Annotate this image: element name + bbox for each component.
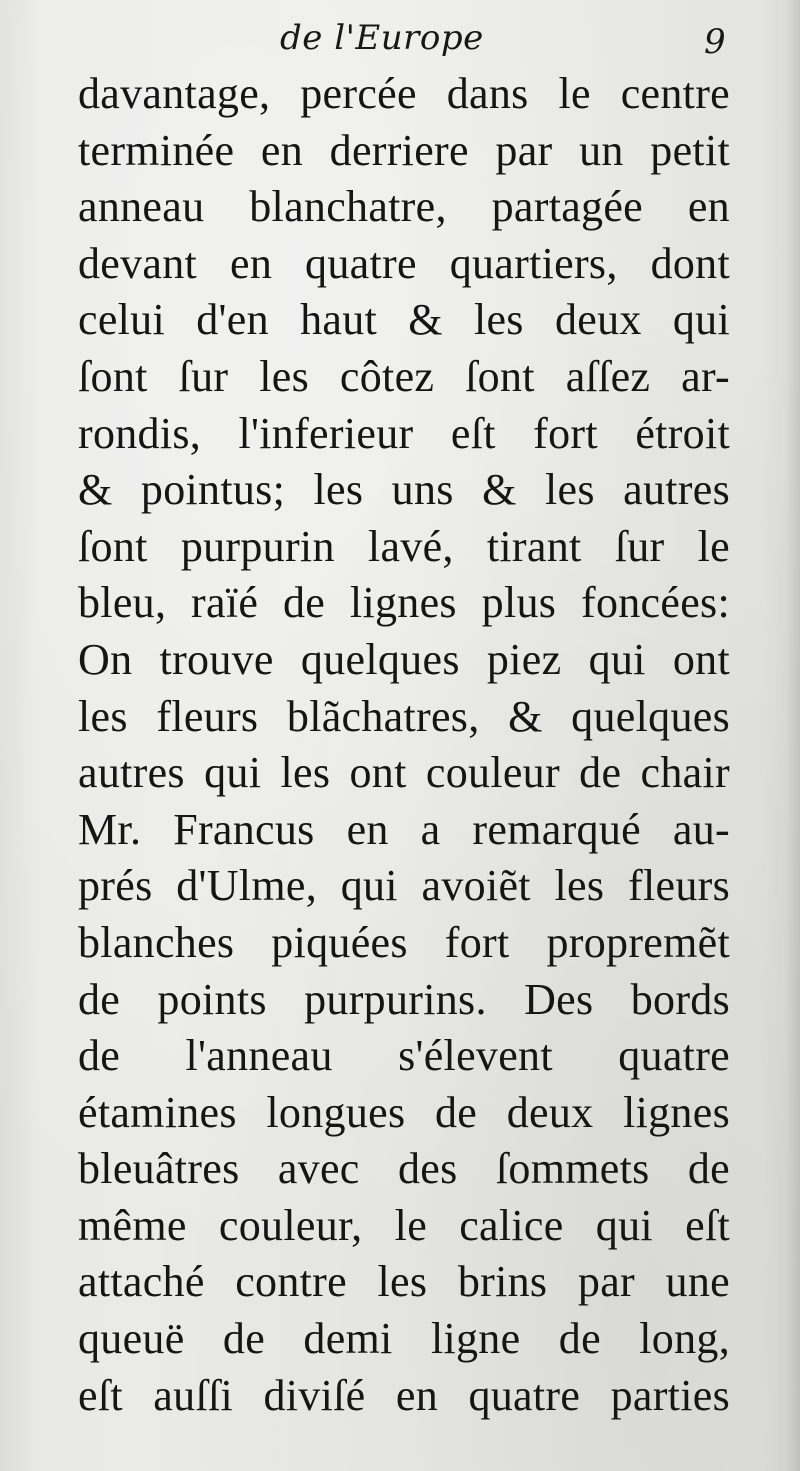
- text-line: ſont ſur les côtez ſont aſſez ar-: [78, 351, 730, 401]
- text-line: blanches piquées fort propremẽt: [78, 917, 730, 967]
- text-line: même couleur, le calice qui eſt: [78, 1200, 730, 1250]
- text-line: prés d'Ulme, qui avoiẽt les fleurs: [78, 861, 730, 911]
- body-text: [78, 66, 730, 1424]
- page-number: 9: [704, 22, 726, 62]
- text-line: terminée en derriere par un petit: [78, 125, 730, 175]
- running-head: [0, 14, 800, 64]
- text-line: attaché contre les brins par une: [78, 1257, 730, 1307]
- text-line: bleu, raïé de lignes plus foncées:: [78, 578, 730, 628]
- text-line: On trouve quelques piez qui ont: [78, 634, 730, 684]
- page-edge-shadow: [786, 0, 800, 1471]
- text-line: de points purpurins. Des bords: [78, 974, 730, 1024]
- text-line: queuë de demi ligne de long,: [78, 1314, 730, 1364]
- text-line: les fleurs blãchatres, & quelques: [78, 691, 730, 741]
- text-line: celui d'en haut & les deux qui: [78, 295, 730, 345]
- text-line: étamines longues de deux lignes: [78, 1087, 730, 1137]
- text-line: davantage, percée dans le centre: [78, 69, 730, 118]
- running-title: de l'Europe: [280, 18, 484, 58]
- text-line: autres qui les ont couleur de chair: [78, 748, 730, 798]
- text-line: ſont purpurin lavé, tirant ſur le: [78, 521, 730, 571]
- text-line: rondis, l'inferieur eſt fort étroit: [78, 408, 730, 458]
- text-line: & pointus; les uns & les autres: [78, 465, 730, 515]
- text-line: de l'anneau s'élevent quatre: [78, 1031, 730, 1081]
- text-line: eſt auſſi diviſé en quatre parties: [78, 1370, 730, 1420]
- text-line: bleuâtres avec des ſommets de: [78, 1144, 730, 1194]
- text-line: anneau blanchatre, partagée en: [78, 182, 730, 232]
- text-line: devant en quatre quartiers, dont: [78, 238, 730, 288]
- text-line: Mr. Francus en a remarqué au-: [78, 804, 730, 854]
